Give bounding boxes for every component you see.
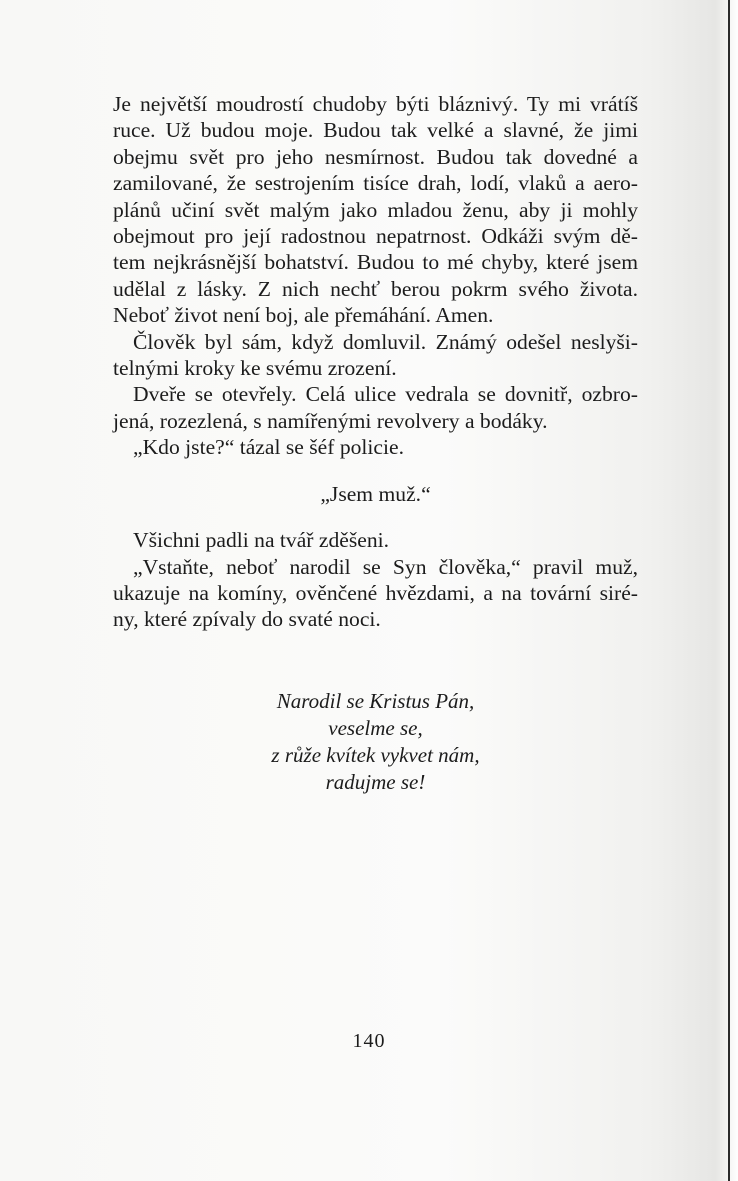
paragraph-6 xyxy=(113,527,638,553)
text-line: jená, rozezlená, s namířenými revolvery a bodáky. xyxy=(113,408,548,433)
text-line: zamilované, že sestrojením tisíce drah, lodí, vlaků a aero- xyxy=(113,171,638,196)
poem-line: veselme se, xyxy=(328,716,423,740)
spacer xyxy=(113,507,638,527)
text-line: udělal z lásky. Z nich nechť berou pokrm svého života. xyxy=(113,276,638,301)
text-line: „Kdo jste?“ tázal se šéf policie. xyxy=(133,435,404,460)
poem-line: z růže kvítek vykvet nám, xyxy=(271,743,480,767)
text-line: obejmout pro její radostnou nepatrnost. Odkáži svým dě- xyxy=(113,224,638,249)
body-text xyxy=(113,91,638,633)
text-line: Je největší moudrostí chudoby býti bláznivý. Ty mi vrátíš xyxy=(113,92,638,116)
text-line: obejmu svět pro jeho nesmírnost. Budou tak dovedné a xyxy=(113,144,638,169)
text-line: tem nejkrásnější bohatství. Budou to mé chyby, které jsem xyxy=(113,250,638,275)
text-line: ukazuje na komíny, ověnčené hvězdami, a na tovární siré- xyxy=(113,580,638,605)
text-line: ny, které zpívaly do svaté noci. xyxy=(113,607,381,632)
page-number: 140 xyxy=(352,1030,386,1052)
text-line: Člověk byl sám, když domluvil. Známý odešel neslyši- xyxy=(133,329,638,354)
text-line: ruce. Už budou moje. Budou tak velké a slavné, že jimi xyxy=(113,118,638,143)
text-line: „Jsem muž.“ xyxy=(320,481,431,506)
page-edge xyxy=(728,0,730,1181)
paragraph-1 xyxy=(113,91,638,329)
text-line: Neboť život není boj, ale přemáhání. Amen. xyxy=(113,303,494,328)
paragraph-7 xyxy=(113,554,638,633)
text-line: Všichni padli na tvář zděšeni. xyxy=(133,528,390,553)
text-line: plánů učiní svět malým jako mladou ženu, aby ji mohly xyxy=(113,197,638,222)
text-line: Dveře se otevřely. Celá ulice vedrala se dovnitř, ozbro- xyxy=(133,382,638,407)
poem-verse xyxy=(113,688,638,796)
poem-line: radujme se! xyxy=(325,770,426,794)
poem-line: Narodil se Kristus Pán, xyxy=(276,689,475,713)
paragraph-2 xyxy=(113,329,638,382)
paragraph-3 xyxy=(113,381,638,434)
spacer xyxy=(113,461,638,481)
paragraph-5-centered xyxy=(113,481,638,507)
text-line: „Vstaňte, neboť narodil se Syn člověka,“ pravil muž, xyxy=(133,554,638,579)
text-line: telnými kroky ke svému zrození. xyxy=(113,356,397,381)
paragraph-4 xyxy=(113,434,638,460)
